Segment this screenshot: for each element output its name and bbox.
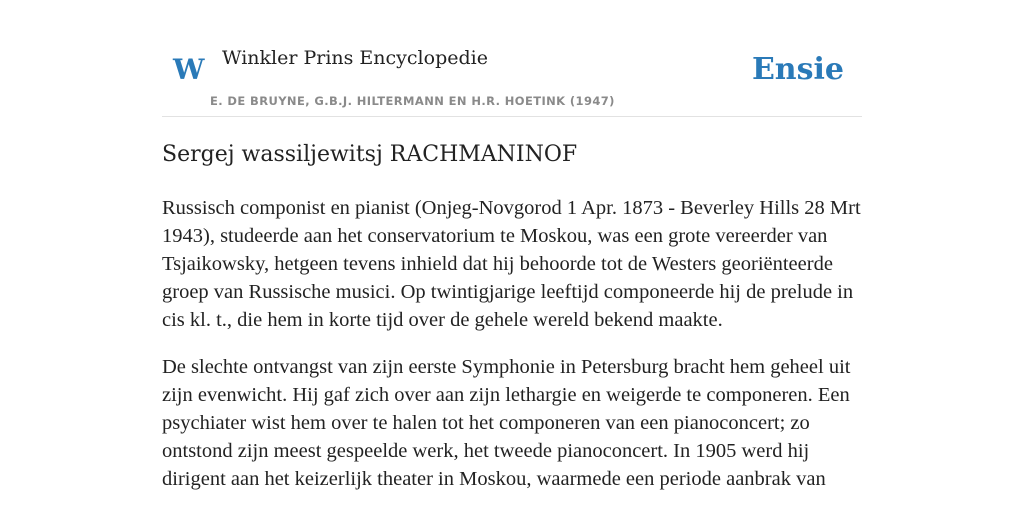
article xyxy=(162,138,862,512)
source-title-link[interactable]: Winkler Prins Encyclopedie xyxy=(222,47,488,69)
article-title: Sergej wassiljewitsj RACHMANINOF xyxy=(162,142,578,167)
source-header xyxy=(162,0,862,117)
article-paragraph: Russisch componist en pianist (Onjeg-Novgorod 1 Apr. 1873 - Beverley Hills 28 Mrt 1943), studeerde aan het conservatorium te Moskou, was een grote vereerder van Tsjaikowsky, hetgeen tevens inhield dat hij behoorde tot de Westers georiënteerde groep van Russische musici. Op twintigjarige leeftijd componeerde hij de prelude in cis kl. t., die hem in korte tijd over de gehele wereld bekend maakte. xyxy=(162,197,861,331)
ensie-logo-link[interactable]: Ensie xyxy=(751,52,844,87)
source-authors: E. DE BRUYNE, G.B.J. HILTERMANN EN H.R. HOETINK (1947) xyxy=(210,94,615,108)
source-logo[interactable]: W xyxy=(173,53,205,86)
article-paragraph: De slechte ontvangst van zijn eerste Symphonie in Petersburg bracht hem geheel uit zijn evenwicht. Hij gaf zich over aan zijn lethargie en weigerde te componeren. Een psychiater wist hem over te halen tot het componeren van een pianoconcert; zo ontstond zijn meest gespeelde werk, het tweede pianoconcert. In 1905 werd hij dirigent aan het keizerlijk theater in Moskou, waarmede een periode aanbrak van xyxy=(162,356,851,490)
